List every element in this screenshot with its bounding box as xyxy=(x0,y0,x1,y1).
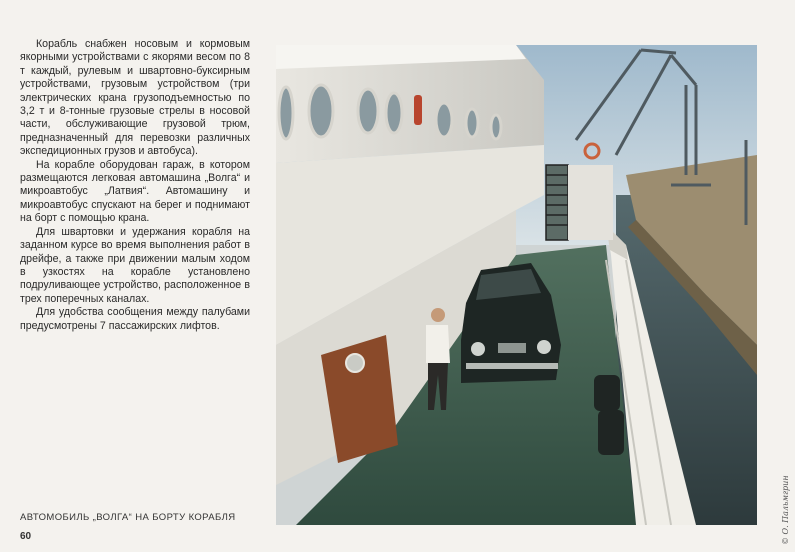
deck-bollards xyxy=(594,375,624,455)
paragraph-anchors: Корабль снабжен носовым и кормовым якорными устройствами с якорями весом по 8 т каждый, рулевым и швартовно-буксирным устройствами, грузовым устройством (три электрических крана грузоподъемностью по 3,2 т и 8-тонные грузовые стрелы в носовой части, обслуживающие грузовой трюм, предназначенный для перевозки различных экспедиционных грузов и автобуса). xyxy=(20,38,250,158)
paragraph-mooring: Для швартовки и удержания корабля на заданном курсе во время выполнения работ в дрейфе, а также при движении малым ходом в узкостях на корабле установлено подруливающее устройство, расположенное в трех поперечных каналах. xyxy=(20,225,250,305)
ship-deck-photo xyxy=(276,45,757,525)
page-number: 60 xyxy=(20,531,32,542)
paragraph-lifts: Для удобства сообщения между палубами предусмотрены 7 пассажирских лифтов. xyxy=(20,306,250,332)
paragraph-garage: На корабле оборудован гараж, в котором размещаются легковая автомашина „Волга“ и микроавтобус „Латвия“. Автомашину и микроавтобус спускают на берег и поднимают на борт с помощью крана. xyxy=(20,158,250,225)
photo-caption: АВТОМОБИЛЬ „ВОЛГА“ НА БОРТУ КОРАБЛЯ xyxy=(20,512,236,523)
stairway xyxy=(546,165,568,240)
copyright-credit: © О. Пальмгрин xyxy=(781,475,790,545)
article-text xyxy=(20,38,250,333)
